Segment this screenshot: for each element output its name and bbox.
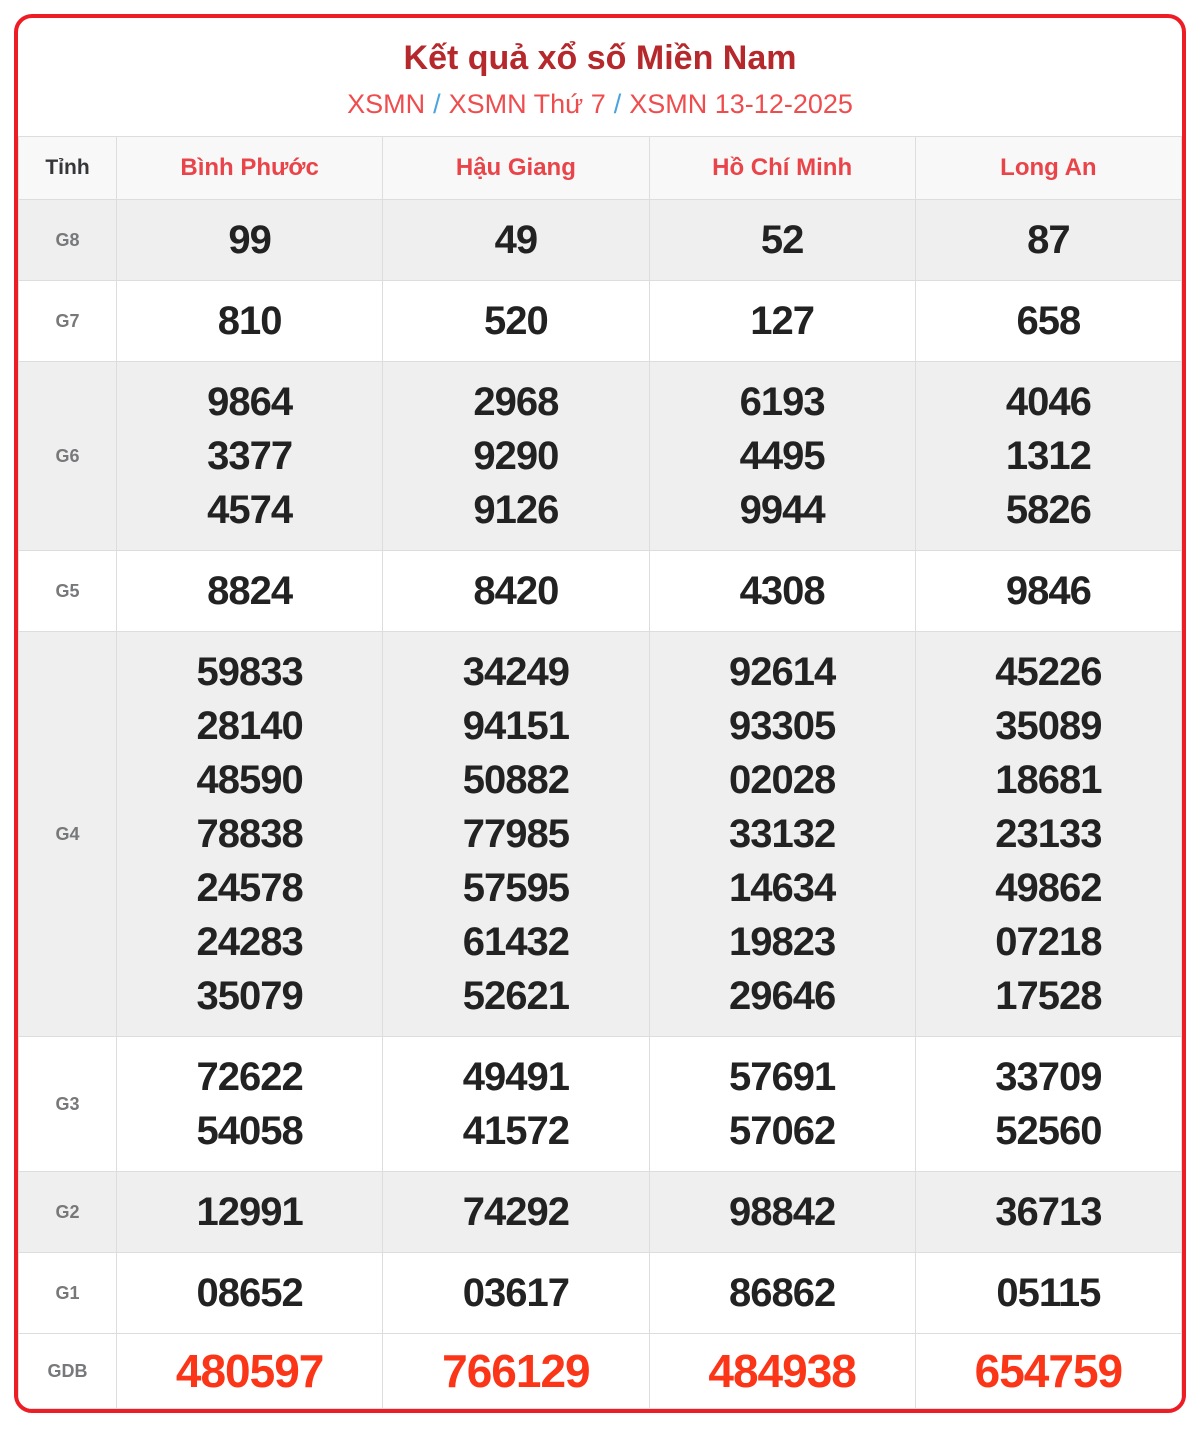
prize-values-GDB-col4 <box>915 1334 1181 1409</box>
header-row <box>19 137 1182 200</box>
prize-values-G1-col2 <box>383 1253 649 1334</box>
prize-values-G2-col4 <box>915 1172 1181 1253</box>
prize-values-G7-col1 <box>117 281 383 362</box>
prize-number: 36713 <box>995 1190 1102 1234</box>
prize-number: 50882 <box>462 758 569 802</box>
prize-row-G3 <box>19 1037 1182 1172</box>
breadcrumb-separator: / <box>613 89 622 119</box>
prize-values-G1-col1 <box>117 1253 383 1334</box>
prize-number: 45226 <box>995 650 1102 694</box>
prize-number: 484938 <box>708 1345 856 1397</box>
prize-row-G8 <box>19 200 1182 281</box>
prize-number: 08652 <box>196 1271 303 1315</box>
prize-values-G5-col1 <box>117 551 383 632</box>
prize-number: 57595 <box>462 866 569 910</box>
prize-label-GDB: GDB <box>19 1334 117 1409</box>
prize-number: 9864 <box>207 380 293 424</box>
prize-number: 33709 <box>995 1055 1102 1099</box>
prize-number: 57691 <box>729 1055 836 1099</box>
prize-label-G1: G1 <box>19 1253 117 1334</box>
prize-number: 658 <box>1016 299 1081 343</box>
prize-values-G6-col2 <box>383 362 649 551</box>
prize-label-G5: G5 <box>19 551 117 632</box>
prize-number: 19823 <box>729 920 836 964</box>
prize-number: 8824 <box>207 569 293 613</box>
prize-values-G6-col3 <box>649 362 915 551</box>
breadcrumb-separator: / <box>433 89 441 119</box>
column-header-long-an: Long An <box>915 137 1181 200</box>
prize-number: 23133 <box>995 812 1102 856</box>
prize-values-G7-col4 <box>915 281 1181 362</box>
prize-values-G4-col3 <box>649 632 915 1037</box>
prize-label-G6: G6 <box>19 362 117 551</box>
prize-number: 59833 <box>196 650 303 694</box>
results-table <box>18 136 1182 1409</box>
breadcrumb-link-xsmn[interactable]: XSMN <box>347 89 426 119</box>
prize-number: 54058 <box>196 1109 303 1153</box>
prize-values-G8-col2 <box>383 200 649 281</box>
prize-number: 49862 <box>995 866 1102 910</box>
prize-number: 12991 <box>196 1190 303 1234</box>
prize-number: 98842 <box>729 1190 836 1234</box>
prize-number: 654759 <box>974 1345 1123 1397</box>
prize-number: 9846 <box>1005 569 1091 613</box>
column-header-tinh: Tỉnh <box>19 137 117 200</box>
prize-values-G2-col2 <box>383 1172 649 1253</box>
prize-values-G5-col4 <box>915 551 1181 632</box>
breadcrumb-link-xsmn-thu7[interactable]: XSMN Thứ 7 <box>448 89 606 119</box>
prize-number: 74292 <box>462 1190 569 1234</box>
prize-number: 17528 <box>995 974 1102 1018</box>
prize-values-G6-col1 <box>117 362 383 551</box>
prize-number: 05115 <box>996 1271 1101 1315</box>
prize-number: 4574 <box>207 488 293 532</box>
prize-number: 5826 <box>1005 488 1091 532</box>
prize-number: 4495 <box>739 434 825 478</box>
results-header <box>19 137 1182 200</box>
prize-number: 35079 <box>196 974 303 1018</box>
prize-row-GDB <box>19 1334 1182 1409</box>
column-header-binh-phuoc: Bình Phước <box>117 137 383 200</box>
prize-row-G2 <box>19 1172 1182 1253</box>
prize-number: 127 <box>750 299 814 343</box>
prize-number: 810 <box>217 299 282 343</box>
prize-label-G4: G4 <box>19 632 117 1037</box>
prize-number: 28140 <box>196 704 303 748</box>
prize-number: 72622 <box>196 1055 303 1099</box>
prize-number: 49 <box>494 218 538 262</box>
prize-number: 57062 <box>729 1109 836 1153</box>
prize-label-G7: G7 <box>19 281 117 362</box>
prize-number: 52621 <box>462 974 569 1018</box>
prize-number: 78838 <box>196 812 303 856</box>
prize-values-G5-col2 <box>383 551 649 632</box>
prize-values-G7-col2 <box>383 281 649 362</box>
prize-number: 02028 <box>729 758 836 802</box>
prize-values-GDB-col1 <box>117 1334 383 1409</box>
prize-number: 1312 <box>1005 434 1091 478</box>
prize-number: 77985 <box>462 812 569 856</box>
prize-values-G2-col3 <box>649 1172 915 1253</box>
prize-number: 2968 <box>473 380 559 424</box>
results-body <box>19 200 1182 1409</box>
prize-values-G8-col1 <box>117 200 383 281</box>
prize-number: 92614 <box>729 650 836 694</box>
prize-number: 07218 <box>995 920 1102 964</box>
prize-row-G5 <box>19 551 1182 632</box>
prize-values-G5-col3 <box>649 551 915 632</box>
prize-row-G7 <box>19 281 1182 362</box>
prize-values-G8-col4 <box>915 200 1181 281</box>
breadcrumb-link-xsmn-date[interactable]: XSMN 13-12-2025 <box>629 89 853 119</box>
prize-number: 03617 <box>462 1271 569 1315</box>
column-header-ho-chi-minh: Hồ Chí Minh <box>649 137 915 200</box>
prize-number: 4046 <box>1005 380 1091 424</box>
prize-number: 99 <box>228 218 271 262</box>
prize-number: 49491 <box>462 1055 569 1099</box>
prize-label-G8: G8 <box>19 200 117 281</box>
prize-values-GDB-col3 <box>649 1334 915 1409</box>
prize-number: 9944 <box>739 488 825 532</box>
prize-number: 520 <box>484 299 548 343</box>
prize-number: 4308 <box>739 569 825 613</box>
prize-number: 48590 <box>196 758 303 802</box>
prize-number: 24578 <box>196 866 303 910</box>
prize-number: 6193 <box>739 380 825 424</box>
prize-label-G2: G2 <box>19 1172 117 1253</box>
prize-values-G2-col1 <box>117 1172 383 1253</box>
prize-values-G4-col2 <box>383 632 649 1037</box>
prize-number: 18681 <box>995 758 1102 802</box>
prize-row-G1 <box>19 1253 1182 1334</box>
title-block <box>18 18 1182 136</box>
prize-values-G3-col3 <box>649 1037 915 1172</box>
prize-values-G3-col2 <box>383 1037 649 1172</box>
prize-values-G1-col4 <box>915 1253 1181 1334</box>
prize-number: 480597 <box>175 1345 324 1397</box>
prize-values-GDB-col2 <box>383 1334 649 1409</box>
lottery-result-card <box>14 14 1186 1413</box>
prize-number: 14634 <box>729 866 836 910</box>
prize-values-G3-col4 <box>915 1037 1181 1172</box>
prize-number: 29646 <box>729 974 836 1018</box>
prize-row-G6 <box>19 362 1182 551</box>
prize-number: 87 <box>1027 218 1070 262</box>
prize-number: 52560 <box>995 1109 1102 1153</box>
prize-number: 61432 <box>462 920 569 964</box>
prize-values-G8-col3 <box>649 200 915 281</box>
prize-label-G3: G3 <box>19 1037 117 1172</box>
prize-row-G4 <box>19 632 1182 1037</box>
prize-number: 9290 <box>473 434 559 478</box>
prize-number: 41572 <box>462 1109 569 1153</box>
prize-number: 9126 <box>473 488 559 532</box>
prize-values-G3-col1 <box>117 1037 383 1172</box>
prize-number: 94151 <box>462 704 569 748</box>
prize-number: 8420 <box>473 569 559 613</box>
prize-values-G1-col3 <box>649 1253 915 1334</box>
prize-values-G4-col1 <box>117 632 383 1037</box>
prize-number: 3377 <box>207 434 293 478</box>
prize-values-G6-col4 <box>915 362 1181 551</box>
page-title: Kết quả xổ số Miền Nam <box>403 39 797 77</box>
prize-number: 86862 <box>729 1271 836 1315</box>
prize-number: 52 <box>760 218 804 262</box>
prize-number: 24283 <box>196 920 303 964</box>
prize-number: 35089 <box>995 704 1102 748</box>
prize-number: 33132 <box>729 812 836 856</box>
prize-values-G7-col3 <box>649 281 915 362</box>
prize-number: 766129 <box>442 1345 590 1397</box>
breadcrumb <box>28 88 1172 120</box>
prize-values-G4-col4 <box>915 632 1181 1037</box>
column-header-hau-giang: Hậu Giang <box>383 137 649 200</box>
prize-number: 93305 <box>729 704 836 748</box>
prize-number: 34249 <box>462 650 569 694</box>
